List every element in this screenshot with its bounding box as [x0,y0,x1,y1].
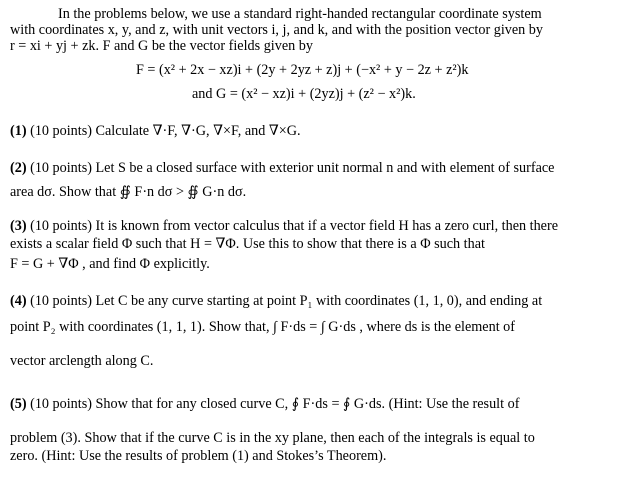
problem-5-number: (5) [10,396,27,412]
intro-line-3: r = xi + yj + zk. F and G be the vector fields given by [10,38,313,54]
problem-1 [10,123,301,139]
problem-5-line-2: problem (3). Show that if the curve C is in the xy plane, then each of the integrals is equal to [10,430,535,446]
problem-3-line-3: F = G + ∇Φ , and find Φ explicitly. [10,256,210,272]
problem-3-number: (3) [10,218,27,234]
problem-4-text-1: (10 points) Let C be any curve starting at point P₁ with coordinates (1, 1, 0), and ending at [30,293,543,309]
problem-5-text-1: (10 points) Show that for any closed curve C, ∮ F·ds = ∮ G·ds. (Hint: Use the result of [30,396,520,412]
equation-G: and G = (x² − xz)i + (2yz)j + (z² − x²)k. [192,86,416,102]
problem-2-text-1: (10 points) Let S be a closed surface with exterior unit normal n and with element of surface [30,160,555,176]
intro-line-1: In the problems below, we use a standard right-handed rectangular coordinate system [58,6,542,22]
problem-5-line-3: zero. (Hint: Use the results of problem (1) and Stokes’s Theorem). [10,448,387,464]
problem-4-number: (4) [10,293,27,309]
problem-5-line-1 [10,396,519,412]
problem-3-line-1 [10,218,558,234]
problem-3-text-1: (10 points) It is known from vector calculus that if a vector field H has a zero curl, then there [30,218,559,234]
problem-1-number: (1) [10,123,27,139]
problem-4-line-1 [10,293,542,309]
equation-F: F = (x² + 2x − xz)i + (2y + 2yz + z)j + (−x² + y − 2z + z²)k [136,62,469,78]
intro-line-2: with coordinates x, y, and z, with unit vectors i, j, and k, and with the position vector given by [10,22,543,38]
problem-2-line-2: area dσ. Show that ∯ F·n dσ > ∯ G·n dσ. [10,184,247,200]
problem-1-text: (10 points) Calculate ∇·F, ∇·G, ∇×F, and ∇×G. [30,123,301,139]
problem-4-line-2: point P₂ with coordinates (1, 1, 1). Show that, ∫ F·ds = ∫ G·ds , where ds is the element of [10,319,516,335]
problem-2-number: (2) [10,160,27,176]
problem-2-line-1 [10,160,554,176]
problem-3-line-2: exists a scalar field Φ such that H = ∇Φ. Use this to show that there is a Φ such that [10,236,485,252]
problem-4-line-3: vector arclength along C. [10,353,154,369]
